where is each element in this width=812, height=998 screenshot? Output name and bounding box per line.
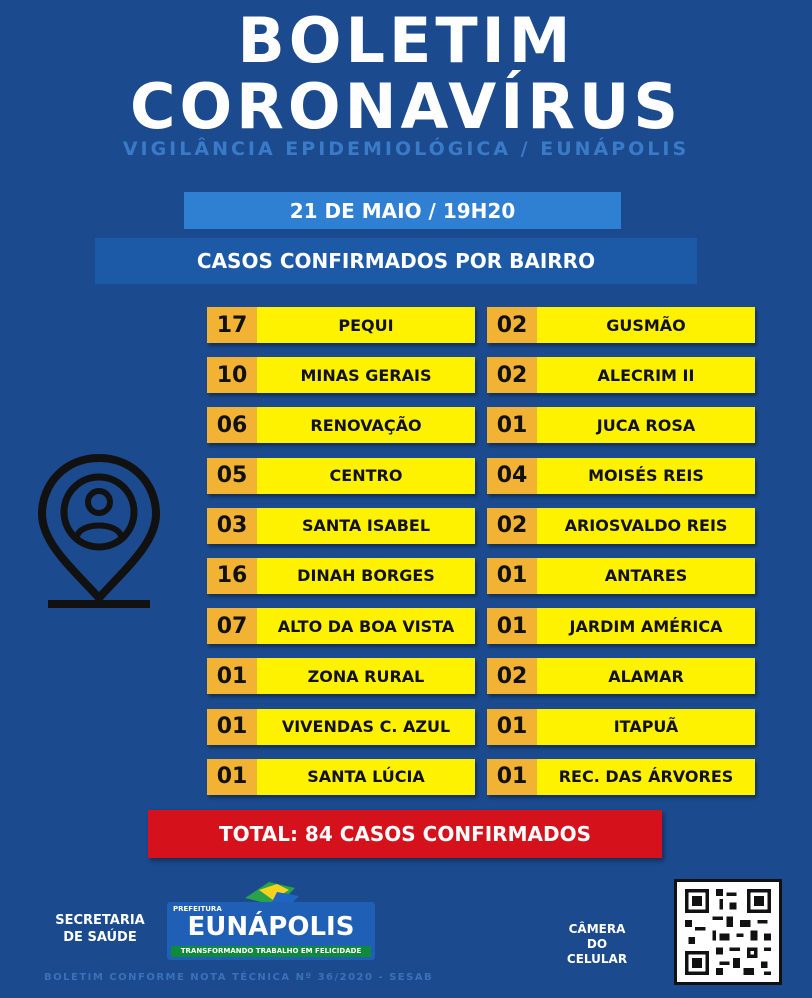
neighborhood-row [487,658,755,694]
logo-tagline: TRANSFORMANDO TRABALHO EM FELICIDADE [171,946,371,957]
neighborhood-name: SANTA LÚCIA [257,759,475,795]
neighborhood-row [487,709,755,745]
date-banner: 21 DE MAIO / 19H20 [184,192,621,229]
neighborhood-row [487,357,755,393]
neighborhood-name: ARIOSVALDO REIS [537,508,755,544]
neighborhood-name: ALECRIM II [537,357,755,393]
case-count: 02 [487,658,537,694]
case-count: 01 [487,558,537,594]
neighborhood-name: ANTARES [537,558,755,594]
neighborhood-row [207,458,475,494]
camera-line-2: CELULAR [566,952,628,966]
case-count: 01 [487,709,537,745]
secretaria-label [44,912,156,946]
title-line-1: BOLETIM [237,4,575,77]
camera-label [557,922,637,967]
neighborhood-column-right [487,307,755,809]
neighborhood-column-left [207,307,475,809]
neighborhood-row [487,508,755,544]
logo-name: EUNÁPOLIS [187,912,355,942]
case-count: 01 [487,407,537,443]
neighborhood-row [207,407,475,443]
case-count: 01 [207,759,257,795]
case-count: 04 [487,458,537,494]
neighborhood-name: ITAPUÃ [537,709,755,745]
total-banner: TOTAL: 84 CASOS CONFIRMADOS [148,810,662,858]
neighborhood-name: JUCA ROSA [537,407,755,443]
case-count: 10 [207,357,257,393]
secretaria-line-2: DE SAÚDE [63,930,137,945]
neighborhood-name: MINAS GERAIS [257,357,475,393]
neighborhood-row [207,307,475,343]
qr-pattern [677,882,779,982]
case-count: 01 [487,759,537,795]
neighborhood-row [487,307,755,343]
title-line-2: CORONAVÍRUS [129,70,683,143]
neighborhood-name: VIVENDAS C. AZUL [257,709,475,745]
case-count: 17 [207,307,257,343]
footnote: BOLETIM CONFORME NOTA TÉCNICA Nº 36/2020 - SESAB [44,972,434,983]
neighborhood-name: RENOVAÇÃO [257,407,475,443]
neighborhood-row [207,759,475,795]
neighborhood-name: ZONA RURAL [257,658,475,694]
neighborhood-name: MOISÉS REIS [537,458,755,494]
case-count: 06 [207,407,257,443]
secretaria-line-1: SECRETARIA [55,913,145,928]
location-person-icon [36,452,162,612]
neighborhood-row [207,658,475,694]
case-count: 16 [207,558,257,594]
case-count: 02 [487,508,537,544]
neighborhood-name: ALTO DA BOA VISTA [257,608,475,644]
neighborhood-row [487,407,755,443]
subtitle: VIGILÂNCIA EPIDEMIOLÓGICA / EUNÁPOLIS [122,138,690,160]
neighborhood-name: DINAH BORGES [257,558,475,594]
prefeitura-logo [167,878,375,960]
neighborhood-row [487,759,755,795]
logo-prefix: PREFEITURA [173,905,222,913]
neighborhood-row [487,608,755,644]
neighborhood-row [487,558,755,594]
neighborhood-name: JARDIM AMÉRICA [537,608,755,644]
neighborhood-row [207,357,475,393]
case-count: 02 [487,307,537,343]
neighborhood-row [487,458,755,494]
neighborhood-name: SANTA ISABEL [257,508,475,544]
neighborhood-row [207,709,475,745]
case-count: 02 [487,357,537,393]
camera-line-1: CÂMERA DO [568,922,626,951]
neighborhood-row [207,558,475,594]
case-count: 01 [487,608,537,644]
case-count: 01 [207,658,257,694]
neighborhood-name: PEQUI [257,307,475,343]
case-count: 03 [207,508,257,544]
qr-code-icon[interactable] [674,879,782,985]
neighborhood-row [207,508,475,544]
neighborhood-row [207,608,475,644]
section-banner: CASOS CONFIRMADOS POR BAIRRO [95,238,697,284]
case-count: 07 [207,608,257,644]
neighborhood-name: CENTRO [257,458,475,494]
case-count: 05 [207,458,257,494]
neighborhood-name: GUSMÃO [537,307,755,343]
case-count: 01 [207,709,257,745]
neighborhood-name: ALAMAR [537,658,755,694]
neighborhood-name: REC. DAS ÁRVORES [537,759,755,795]
